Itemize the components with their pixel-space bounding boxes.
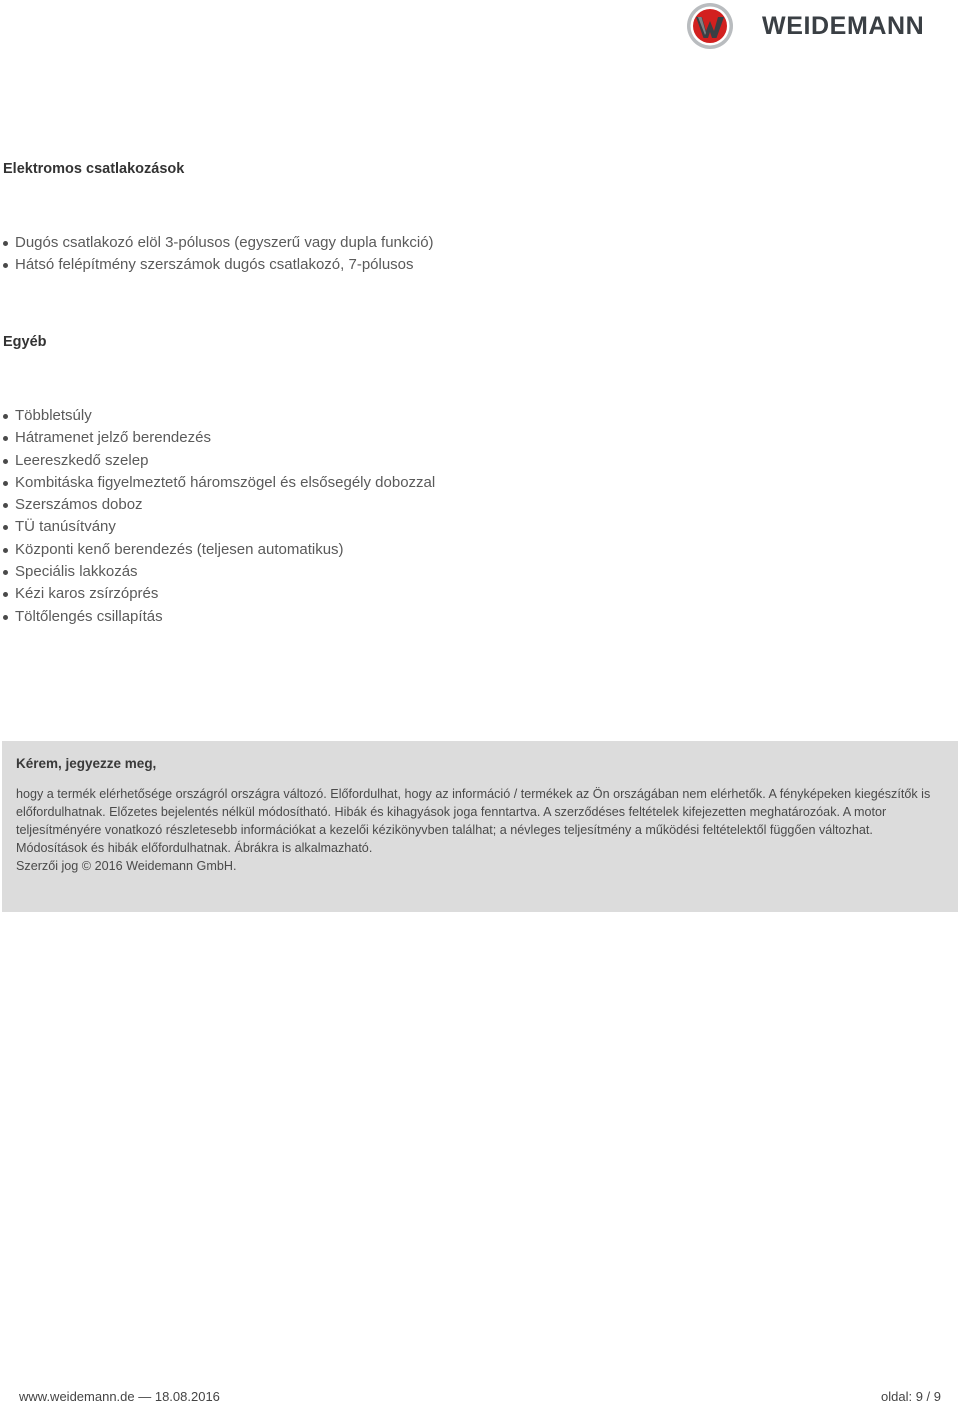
list-item — [0, 428, 435, 450]
list-item — [0, 517, 435, 539]
bullet-icon — [3, 436, 8, 441]
list-item — [0, 451, 435, 473]
list-item-text: Szerszámos doboz — [15, 496, 143, 514]
list-item-text: Speciális lakkozás — [15, 563, 138, 581]
list-item-text: Kézi karos zsírzóprés — [15, 585, 159, 603]
list-item — [0, 473, 435, 495]
brand-logo — [686, 2, 946, 50]
bullet-icon — [3, 263, 8, 268]
electric-connections-list — [0, 233, 434, 278]
list-item — [0, 607, 435, 629]
list-item — [0, 584, 435, 606]
disclaimer-box — [2, 741, 958, 912]
section-title-electric-connections: Elektromos csatlakozások — [3, 161, 185, 177]
bullet-icon — [3, 503, 8, 508]
list-item-text: Leereszkedő szelep — [15, 451, 149, 469]
bullet-icon — [3, 414, 8, 419]
list-item-text: Hátramenet jelző berendezés — [15, 429, 211, 447]
section-title-other: Egyéb — [3, 334, 47, 350]
list-item-text: Hátsó felépítmény szerszámok dugós csatlakozó, 7-pólusos — [15, 256, 414, 274]
footer-website-date: www.weidemann.de — 18.08.2016 — [19, 1389, 220, 1404]
weidemann-emblem-icon — [686, 2, 734, 50]
list-item-text: Kombitáska figyelmeztető háromszögel és elsősegély dobozzal — [15, 473, 436, 491]
list-item-text: Központi kenő berendezés (teljesen automatikus) — [15, 540, 344, 558]
bullet-icon — [3, 241, 8, 246]
bullet-icon — [3, 615, 8, 620]
list-item — [0, 540, 435, 562]
disclaimer-changes: Módosítások és hibák előfordulhatnak. Ábrákra is alkalmazható. — [16, 841, 373, 855]
bullet-icon — [3, 592, 8, 597]
bullet-icon — [3, 459, 8, 464]
list-item-text: TÜ tanúsítvány — [15, 518, 116, 536]
other-equipment-list — [0, 406, 435, 629]
list-item — [0, 233, 434, 255]
bullet-icon — [3, 481, 8, 486]
list-item — [0, 255, 434, 277]
list-item — [0, 406, 435, 428]
list-item — [0, 562, 435, 584]
disclaimer-title: Kérem, jegyezze meg, — [16, 756, 157, 771]
list-item-text: Dugós csatlakozó elöl 3-pólusos (egyszerű vagy dupla funkció) — [15, 234, 434, 251]
list-item — [0, 495, 435, 517]
footer-page-number: oldal: 9 / 9 — [881, 1389, 941, 1404]
bullet-icon — [3, 548, 8, 553]
list-item-text: Többletsúly — [15, 407, 92, 424]
list-item-text: Töltőlengés csillapítás — [15, 607, 163, 625]
bullet-icon — [3, 570, 8, 575]
bullet-icon — [3, 525, 8, 530]
brand-name: WEIDEMANN — [762, 12, 925, 40]
copyright-notice: Szerzői jog © 2016 Weidemann GmbH. — [16, 859, 237, 873]
disclaimer-text: hogy a termék elérhetősége országról országra változó. Előfordulhat, hogy az információ / termékek az Ön országában nem elérhetők. A fényképeken kiegészítők is előfordulhatnak. Előzetes bejelentés nélkül módosítható. Hibák és kihagyások joga fenntartva. A szerződéses feltételek kifejezetten meghatározóak. A motor teljesítményére vonatkozó részletesebb információkat a kezelői kézikönyvben találhat; a névleges teljesítmény a működési feltételektől függően változhat. — [16, 787, 931, 837]
